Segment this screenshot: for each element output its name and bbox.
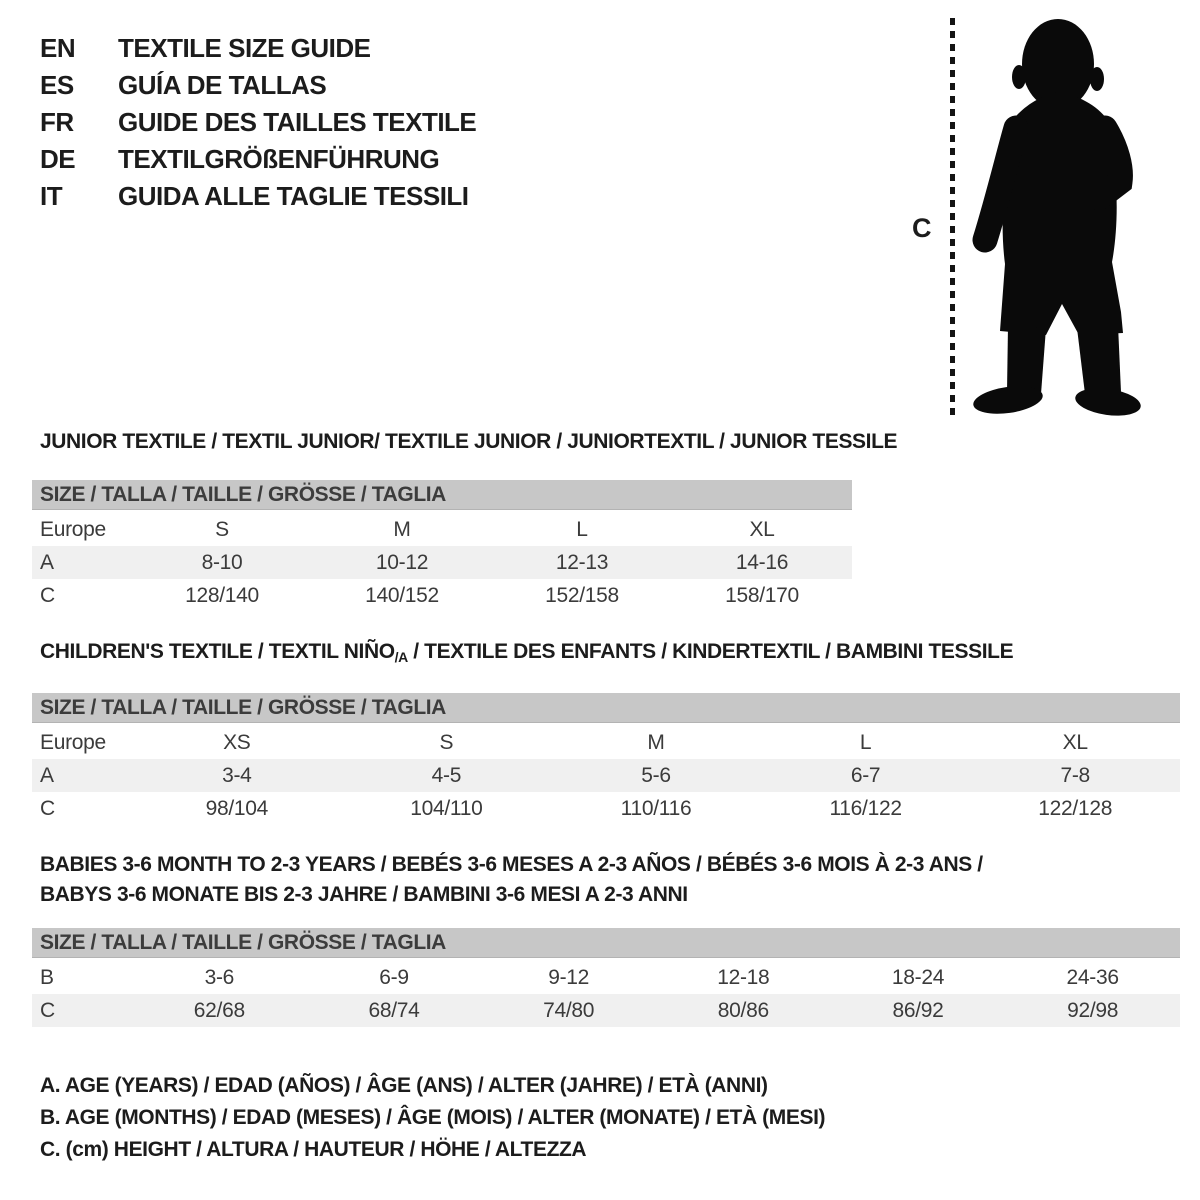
table-cell: 80/86 xyxy=(717,998,769,1022)
table-cell: 5-6 xyxy=(641,763,671,787)
table-cell: 128/140 xyxy=(185,583,259,607)
lang-code-es: ES xyxy=(40,70,74,100)
table-cell: 7-8 xyxy=(1060,763,1090,787)
row-label: A xyxy=(40,763,54,787)
table-row xyxy=(32,994,1180,1027)
table-cell: 122/128 xyxy=(1038,796,1113,820)
table-cell: XL xyxy=(1062,730,1088,754)
row-label: C xyxy=(40,583,55,607)
junior-size-table xyxy=(32,480,852,612)
table-cell: 12-13 xyxy=(555,550,609,574)
row-label: Europe xyxy=(40,517,106,541)
table-cell: 4-5 xyxy=(431,763,462,787)
table-cell: 8-10 xyxy=(201,550,243,574)
section-childrens-textile xyxy=(32,641,1180,825)
table-cell: 6-9 xyxy=(379,965,409,989)
table-cell: L xyxy=(859,730,872,754)
junior-size-header-bar: SIZE / TALLA / TAILLE / GRÖSSE / TAGLIA xyxy=(32,480,852,510)
table-cell: 14-16 xyxy=(735,550,789,574)
section-babies-textile xyxy=(32,850,1180,1027)
lang-title-en: TEXTILE SIZE GUIDE xyxy=(118,33,371,63)
junior-section-title: JUNIOR TEXTILE / TEXTIL JUNIOR/ TEXTILE JUNIOR / JUNIORTEXTIL / JUNIOR TESSILE xyxy=(40,430,898,453)
row-label: Europe xyxy=(40,730,106,754)
lang-code-it: IT xyxy=(40,181,63,211)
lang-code-fr: FR xyxy=(40,107,74,137)
lang-row-es xyxy=(40,67,476,104)
table-row xyxy=(32,546,852,579)
lang-title-it: GUIDA ALLE TAGLIE TESSILI xyxy=(118,181,469,211)
table-cell: M xyxy=(647,730,665,754)
lang-row-it xyxy=(40,178,476,215)
table-cell: 74/80 xyxy=(543,998,595,1022)
table-cell: 10-12 xyxy=(375,550,429,574)
table-cell: 104/110 xyxy=(410,796,483,820)
table-cell: S xyxy=(439,730,454,754)
table-row xyxy=(32,961,1180,994)
lang-row-de xyxy=(40,141,476,178)
table-cell: 158/170 xyxy=(725,583,799,607)
table-row xyxy=(32,513,852,546)
lang-row-en xyxy=(40,30,476,67)
table-cell: M xyxy=(393,517,411,541)
table-cell: 18-24 xyxy=(891,965,945,989)
children-title-subscript: /A xyxy=(394,649,408,665)
babies-section-title-line2: BABYS 3-6 MONATE BIS 2-3 JAHRE / BAMBINI 3-6 MESI A 2-3 ANNI xyxy=(40,883,688,906)
table-cell: XL xyxy=(749,517,775,541)
lang-code-en: EN xyxy=(40,33,76,63)
row-label: B xyxy=(40,965,54,989)
children-size-table xyxy=(32,693,1180,825)
table-cell: 92/98 xyxy=(1067,998,1119,1022)
row-label: C xyxy=(40,796,55,820)
table-row xyxy=(32,792,1180,825)
table-cell: 98/104 xyxy=(205,796,269,820)
lang-title-fr: GUIDE DES TAILLES TEXTILE xyxy=(118,107,477,137)
table-cell: S xyxy=(215,517,229,541)
table-cell: 9-12 xyxy=(548,965,590,989)
table-cell: 152/158 xyxy=(545,583,619,607)
table-cell: 12-18 xyxy=(717,965,770,989)
table-cell: 110/116 xyxy=(620,796,692,820)
lang-title-es: GUÍA DE TALLAS xyxy=(118,70,327,100)
table-cell: L xyxy=(576,517,588,541)
children-size-header-bar: SIZE / TALLA / TAILLE / GRÖSSE / TAGLIA xyxy=(32,693,1180,723)
table-cell: XS xyxy=(223,730,251,754)
table-cell: 62/68 xyxy=(193,998,245,1022)
language-header xyxy=(40,30,476,215)
legend-line-c: C. (cm) HEIGHT / ALTURA / HAUTEUR / HÖHE / ALTEZZA xyxy=(40,1138,587,1161)
table-cell: 6-7 xyxy=(850,763,881,787)
row-label: A xyxy=(40,550,54,574)
table-cell: 86/92 xyxy=(892,998,944,1022)
lang-title-de: TEXTILGRÖßENFÜHRUNG xyxy=(118,144,440,174)
section-junior-textile xyxy=(32,430,898,612)
legend-line-a: A. AGE (YEARS) / EDAD (AÑOS) / ÂGE (ANS) / ALTER (JAHRE) / ETÀ (ANNI) xyxy=(40,1074,768,1097)
table-cell: 68/74 xyxy=(368,998,420,1022)
height-measure-dashed-line xyxy=(950,18,955,416)
lang-code-de: DE xyxy=(40,144,76,174)
measurement-legend xyxy=(40,1070,825,1166)
table-cell: 3-4 xyxy=(222,763,252,787)
children-title-prefix: CHILDREN'S TEXTILE / TEXTIL NIÑO xyxy=(40,640,395,663)
babies-size-header-bar: SIZE / TALLA / TAILLE / GRÖSSE / TAGLIA xyxy=(32,928,1180,958)
children-title-suffix: / TEXTILE DES ENFANTS / KINDERTEXTIL / BAMBINI TESSILE xyxy=(407,640,1014,663)
lang-row-fr xyxy=(40,104,476,141)
table-cell: 140/152 xyxy=(365,583,439,607)
toddler-silhouette-image xyxy=(962,14,1162,419)
row-label: C xyxy=(40,998,55,1022)
height-measure-label: C xyxy=(912,213,932,243)
children-section-title xyxy=(32,641,1180,668)
table-cell: 24-36 xyxy=(1066,965,1119,989)
babies-section-title-line1: BABIES 3-6 MONTH TO 2-3 YEARS / BEBÉS 3-6 MESES A 2-3 AÑOS / BÉBÉS 3-6 MOIS À 2-3 ANS / xyxy=(40,853,983,876)
table-row xyxy=(32,759,1180,792)
babies-size-table xyxy=(32,928,1180,1027)
table-row xyxy=(32,579,852,612)
table-cell: 116/122 xyxy=(829,796,902,820)
table-row xyxy=(32,726,1180,759)
table-cell: 3-6 xyxy=(204,965,235,989)
legend-line-b: B. AGE (MONTHS) / EDAD (MESES) / ÂGE (MOIS) / ALTER (MONATE) / ETÀ (MESI) xyxy=(40,1106,826,1129)
